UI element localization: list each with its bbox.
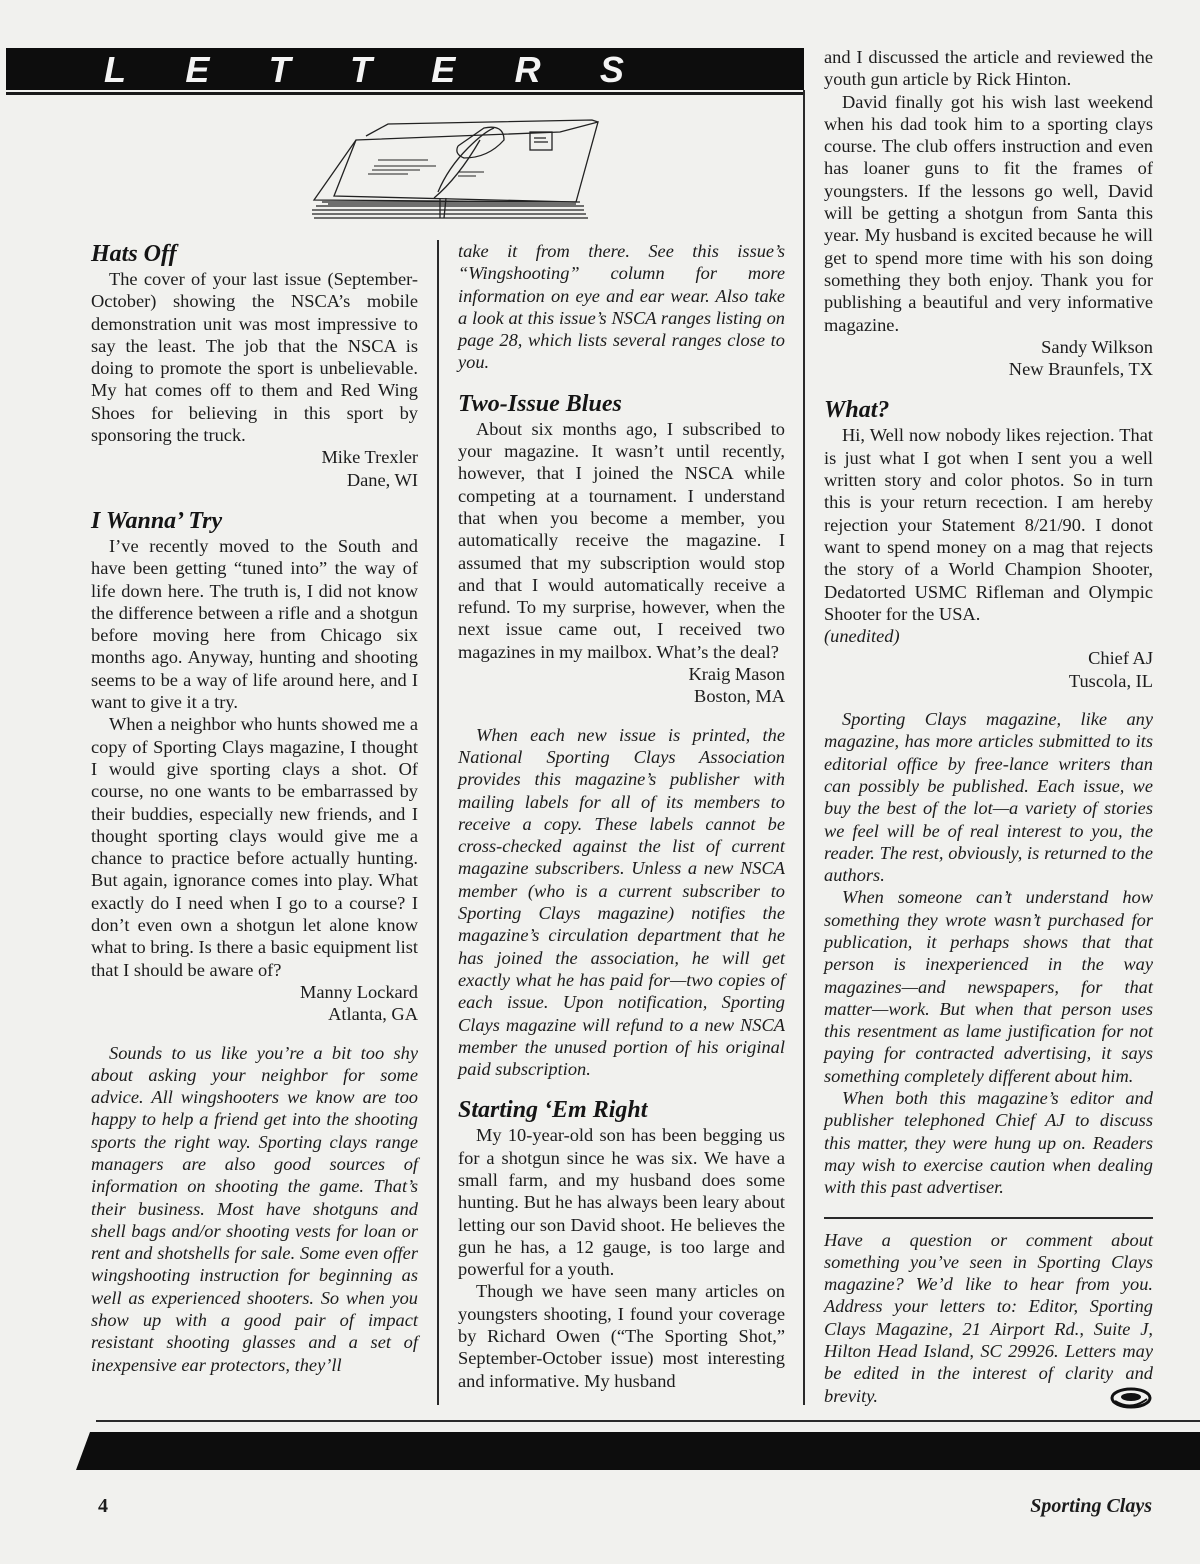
- letter-heading: What?: [824, 397, 890, 424]
- footer-bar: [76, 1432, 1200, 1470]
- letter-paragraph: Hi, Well now nobody likes rejection. That is just what I got when I sent you a well written story and color photos. So in turn this is your return recection. I am hereby rejection your Statement 8/21/90. I donot want to spend money on a mag that rejects the story of a World Champion Shooter, Dedatorted USMC Rifleman and Olympic Shooter for the USA.: [824, 425, 1153, 624]
- signature-location: Tuscola, IL: [1068, 670, 1153, 691]
- column-rule: [803, 90, 805, 1405]
- publication-name: Sporting Clays: [1030, 1495, 1152, 1517]
- column-3: [824, 46, 1153, 1410]
- signature-name: Kraig Mason: [688, 664, 785, 685]
- letter-heading: Two-Issue Blues: [458, 390, 622, 417]
- title-letter: E: [185, 49, 210, 90]
- clay-target-icon: [1109, 1385, 1153, 1411]
- letter-paragraph: I’ve recently moved to the South and have been getting “tuned into” the way of life down here. The truth is, I did not know the difference between a rifle and a shotgun before moving here from Chicago six months ago. Anyway, hunting and shooting seems to be a way of life around here, and I want to give it a try.: [91, 535, 418, 713]
- signature-name: Manny Lockard: [300, 981, 418, 1002]
- signature-location: Atlanta, GA: [328, 1004, 418, 1025]
- signature-name: Mike Trexler: [321, 447, 418, 468]
- envelope-bundle-icon: [308, 118, 604, 222]
- signature-location: Dane, WI: [346, 469, 418, 490]
- letter-paragraph-continued: and I discussed the article and reviewed the youth gun article by Rick Hinton.: [824, 47, 1153, 90]
- title-letter: L: [104, 49, 126, 90]
- section-rule: [824, 1217, 1153, 1219]
- editor-reply: When both this magazine’s editor and publisher telephoned Chief AJ to discuss this matter, they were hung up on. Readers may wish to exercise caution when dealing with this past advertiser.: [824, 1088, 1153, 1198]
- letter-heading: Hats Off: [91, 241, 177, 267]
- letter-paragraph: David finally got his wish last weekend when his dad took him to a sporting clays course. The club offers instruction and even has loaner guns to fit the frames of youngsters. If the lessons go well, David will be getting a shotgun from Santa this year. My husband is excited because he will get to spend more time with his son doing something they both enjoy. Thank you for publishing a beautiful and very informative magazine.: [824, 91, 1153, 335]
- page-number: 4: [98, 1495, 108, 1517]
- title-letter: T: [268, 49, 291, 90]
- signature-location: New Braunfels, TX: [1008, 359, 1153, 380]
- column-rule: [437, 240, 439, 1405]
- section-title: [104, 50, 624, 90]
- editor-reply: When each new issue is printed, the National Sporting Clays Association provides this magazine’s publisher with mailing labels for all of its members to receive a copy. These labels cannot be cross-checked against the list of current magazine subscribers. Unless a new NSCA member (who is a current subscriber to Sporting Clays magazine) notifies the magazine’s circulation department that he has joined the association, he will get exactly what he has paid for—two copies of each issue. Upon notification, Sporting Clays magazine will refund to a new NSCA member the unused portion of his original paid subscription.: [458, 724, 785, 1080]
- column-2: [458, 240, 785, 1410]
- title-letter: T: [349, 49, 372, 90]
- unedited-note: (unedited): [824, 626, 900, 647]
- signature: [91, 981, 418, 1026]
- footer-rule: [96, 1420, 1200, 1422]
- title-letter: E: [431, 49, 456, 90]
- letter-heading: I Wanna’ Try: [91, 507, 223, 534]
- letter-paragraph: The cover of your last issue (September-October) showing the NSCA’s mobile demonstration unit was most impressive to say the least. The job that the NSCA is doing to promote the sport is unbelievable. My hat comes off to them and Red Wing Shoes for believing in this sport by sponsoring the truck.: [91, 269, 418, 446]
- title-letter: S: [599, 49, 624, 90]
- letter-paragraph: About six months ago, I subscribed to your magazine. It wasn’t until recently, however, that I joined the NSCA while competing at a tournament. I understand that when you become a member, you automatically receive the magazine. I assumed that my subscription would stop and that I would automatically receive a refund. To my surprise, however, when the next issue came out, I received two magazines in my mailbox. What’s the deal?: [458, 418, 785, 662]
- letter-heading: Starting ‘Em Right: [458, 1097, 648, 1124]
- signature: [824, 647, 1153, 692]
- signature-location: Boston, MA: [694, 686, 785, 707]
- editor-reply: When someone can’t understand how something they wrote wasn’t purchased for publication, it perhaps shows that that person is inexperienced in the way magazines—and newspapers, for that matter—work. But when that person uses this resentment as lame justification for not paying for contracted advertising, it says something completely different about him.: [824, 887, 1153, 1086]
- title-letter: R: [514, 49, 541, 90]
- signature-name: Chief AJ: [1088, 648, 1153, 669]
- editor-reply-continued: take it from there. See this issue’s “Wingshooting” column for more information on eye and ear wear. Also take a look at this issue’s NSCA ranges listing on page 28, which lists several ranges close to you.: [458, 241, 785, 373]
- letter-paragraph: Though we have seen many articles on youngsters shooting, I found your coverage by Richard Owen (“The Sporting Shot,” September-October issue) most interesting and informative. My husband: [458, 1281, 785, 1391]
- signature: [91, 446, 418, 491]
- editor-reply: Sounds to us like you’re a bit too shy about asking your neighbor for some advice. All wingshooters we know are too happy to help a friend get into the shooting sports the right way. Sporting clays range managers are also good sources of information on shooting the game. That’s their business. Most have shotguns and shell bags and/or shooting vests for loan or rent and shotshells for sale. Some even offer wingshooting instruction for beginning as well as experienced shooters. So when you show up with a good pair of impact resistant shooting glasses and a set of inexpensive ear protectors, they’ll: [91, 1042, 418, 1375]
- signature: [824, 336, 1153, 381]
- letter-paragraph: My 10-year-old son has been begging us for a shotgun since he was six. We have a small farm, and my husband does some hunting. But he has always been leary about letting our son David shoot. He believes the gun he has, a 12 gauge, is too large and powerful for a youth.: [458, 1125, 785, 1280]
- signature: [458, 663, 785, 708]
- banner-rule: [6, 92, 804, 95]
- signature-name: Sandy Wilkson: [1041, 336, 1153, 357]
- submission-note: Have a question or comment about something you’ve seen in Sporting Clays magazine? We’d like to hear from you. Address your letters to: Editor, Sporting Clays Magazine, 21 Airport Rd., Suite J, Hilton Head Island, SC 29926. Letters may be edited in the interest of clarity and brevity.: [824, 1229, 1153, 1406]
- editor-reply: Sporting Clays magazine, like any magazine, has more articles submitted to its editorial office by free-lance writers than can possibly be published. Each issue, we buy the best of the lot—a variety of stories we feel will be of real interest to you, the reader. The rest, obviously, is returned to the authors.: [824, 709, 1153, 886]
- column-1: [91, 240, 418, 1410]
- letter-paragraph: When a neighbor who hunts showed me a copy of Sporting Clays magazine, I thought I would give sporting clays a shot. Of course, no one wants to be embarrassed by their buddies, especially new friends, and I thought sporting clays would give me a chance to practice before actually hunting. But again, ignorance comes into play. What exactly do I need when I go to a course? I don’t even own a shotgun let alone know what to bring. Is there a basic equipment list that I should be aware of?: [91, 714, 418, 980]
